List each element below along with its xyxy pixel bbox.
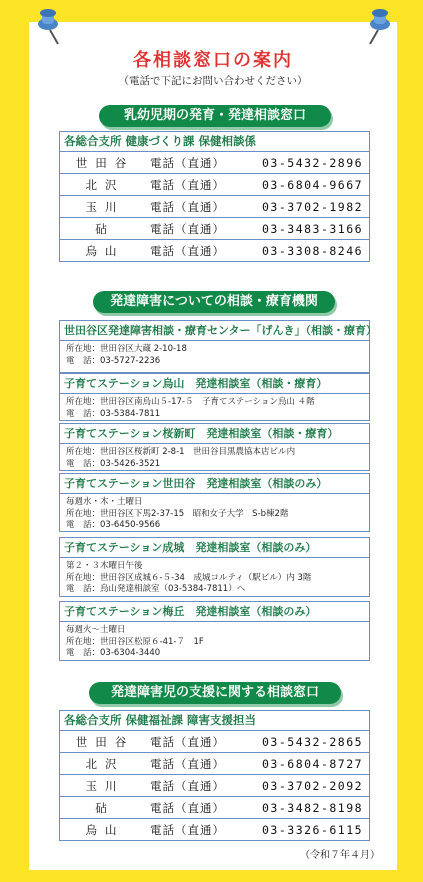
support-contact-box	[59, 710, 370, 841]
pushpin-icon	[364, 8, 394, 46]
infant-contact-box	[59, 131, 370, 262]
center-phone[interactable]: 電 話：03-6304-3440	[66, 648, 161, 658]
center-title: 子育てステーション烏山 発達相談室（相談・療育）	[60, 374, 369, 394]
table-row: 北沢 電話（直通） 03-6804-9667	[60, 174, 369, 196]
phone-number[interactable]: 03-3483-3166	[262, 218, 369, 240]
center-schedule: 毎週水・木・土曜日	[66, 497, 143, 507]
center-phone[interactable]: 電 話：03-5426-3521	[66, 458, 161, 469]
phone-number[interactable]: 03-3326-6115	[262, 819, 369, 841]
center-address: 所在地：世田谷区松原６-41-７ 1F	[66, 636, 204, 647]
table-row: 砧 電話（直通） 03-3482-8198	[60, 797, 369, 819]
infant-box-header: 各総合支所 健康づくり課 保健相談係	[60, 132, 369, 152]
phone-number[interactable]: 03-6804-9667	[262, 174, 369, 196]
section-banner-infant: 乳幼児期の発育・発達相談窓口	[99, 105, 331, 127]
phone-number[interactable]: 03-3702-2092	[262, 775, 369, 797]
center-box-umegaoka	[59, 601, 370, 661]
infant-phone-table	[60, 152, 369, 261]
center-title: 子育てステーション世田谷 発達相談室（相談のみ）	[60, 474, 369, 494]
center-phone[interactable]: 電 話：03-5727-2236	[66, 355, 161, 366]
pushpin-icon	[34, 8, 64, 46]
center-address: 所在地：世田谷区大蔵 2-10-18	[66, 344, 187, 354]
table-row: 砧 電話（直通） 03-3483-3166	[60, 218, 369, 240]
phone-number[interactable]: 03-5432-2896	[262, 155, 364, 170]
center-title: 子育てステーション成城 発達相談室（相談のみ）	[60, 538, 369, 558]
page-subtitle: （電話で下記にお問い合わせください）	[118, 75, 308, 87]
support-phone-table	[60, 731, 369, 840]
date-footer: （令和７年４月）	[300, 850, 380, 861]
table-row: 北沢 電話（直通） 03-6804-8727	[60, 753, 369, 775]
center-box-karasuyama	[59, 373, 370, 421]
table-row: 玉川 電話（直通） 03-3702-2092	[60, 775, 369, 797]
table-row: 玉川 電話（直通） 03-3702-1982	[60, 196, 369, 218]
center-box-sakurashinmachi	[59, 423, 370, 471]
center-box-setagaya	[59, 473, 370, 532]
section-banner-development: 発達障害についての相談・療育機関	[93, 291, 335, 313]
table-row: 世田谷 電話（直通） 03-5432-2896	[60, 152, 369, 174]
center-schedule: 第２・３木曜日午後	[66, 561, 143, 571]
phone-number[interactable]: 03-3702-1982	[262, 196, 369, 218]
center-schedule: 毎週火～土曜日	[66, 625, 126, 635]
phone-number[interactable]: 03-6804-8727	[262, 753, 369, 775]
center-address: 所在地：世田谷区南烏山５-17-５ 子育てステーション烏山 ４階	[66, 397, 315, 407]
center-phone[interactable]: 電 話：03-5384-7811	[66, 408, 161, 419]
support-box-header: 各総合支所 保健福祉課 障害支援担当	[60, 711, 369, 731]
center-title: 子育てステーション梅丘 発達相談室（相談のみ）	[60, 602, 369, 622]
table-row: 世田谷 電話（直通） 03-5432-2865	[60, 731, 369, 753]
center-box-genki	[59, 320, 378, 373]
center-phone[interactable]: 電 話：烏山発達相談室（03-5384-7811）へ	[66, 584, 246, 594]
center-title: 世田谷区発達障害相談・療育センター「げんき」（相談・療育）	[60, 321, 369, 341]
center-title: 子育てステーション桜新町 発達相談室（相談・療育）	[60, 424, 369, 444]
center-address: 所在地：世田谷区下馬2-37-15 昭和女子大学 S-b棟2階	[66, 508, 289, 519]
center-address: 所在地：世田谷区桜新町 2-8-1 世田谷目黒農協本店ビル内	[66, 447, 296, 457]
phone-number[interactable]: 03-3308-8246	[262, 240, 369, 262]
center-box-seijo	[59, 537, 370, 597]
phone-number[interactable]: 03-5432-2865	[262, 734, 364, 749]
table-row: 烏山 電話（直通） 03-3326-6115	[60, 819, 369, 841]
center-phone[interactable]: 電 話：03-6450-9566	[66, 520, 161, 530]
section-banner-support: 発達障害児の支援に関する相談窓口	[89, 682, 341, 704]
page-title: 各相談窓口の案内	[133, 50, 293, 71]
center-address: 所在地：世田谷区成城６-５-34 成城コルティ（駅ビル）内 3階	[66, 572, 312, 583]
phone-number[interactable]: 03-3482-8198	[262, 797, 369, 819]
table-row: 烏山 電話（直通） 03-3308-8246	[60, 240, 369, 262]
